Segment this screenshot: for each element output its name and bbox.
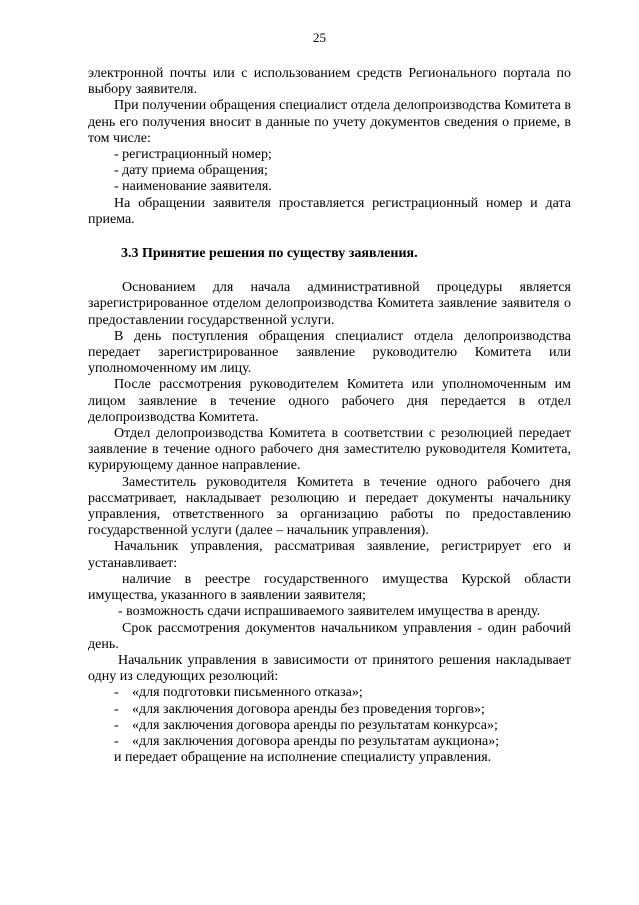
paragraph-deputy-head: Заместитель руководителя Комитета в течение одного рабочего дня рассматривает, накладывает резолюцию и передает документы начальнику управления, ответственного за организацию работы по предоставлению государственной услуги (далее – начальник управления). [88,474,571,539]
list-item-applicant-name: - наименование заявителя. [114,179,272,195]
paragraph-after-review: После рассмотрения руководителем Комитета или уполномоченным им лицом заявление в течение одного рабочего дня передается в отдел делопроизводства Комитета. [88,377,571,425]
section-heading: 3.3 Принятие решения по существу заявления. [121,246,418,262]
paragraph-receipt-day: В день поступления обращения специалист отдела делопроизводства передает зарегистрированное заявление руководителю Комитета или уполномоченному им лицу. [88,328,571,377]
paragraph-resolution-intro: Начальник управления в зависимости от принятого решения накладывает одну из следующих резолюций: [88,652,571,685]
paragraph-review-term: Срок рассмотрения документов начальником управления - один рабочий день. [88,620,571,652]
page-body [88,66,571,766]
resolution-item: - «для заключения договора аренды без проведения торгов»; [114,701,485,717]
paragraph-head-of-department: Начальник управления, рассматривая заявление, регистрирует его и устанавливает: [88,539,571,571]
list-item-registration-number: - регистрационный номер; [114,147,272,163]
paragraph-registration-note: На обращении заявителя проставляется регистрационный номер и дата приема. [88,195,571,227]
paragraph-basis: Основанием для начала административной процедуры является зарегистрированное отделом делопроизводства Комитета заявление заявителя о предоставлении государственной услуги. [88,280,571,328]
paragraph-continuation: электронной почты или с использованием средств Регионального портала по выбору заявителя. [88,66,571,98]
paragraph-records-department: Отдел делопроизводства Комитета в соответствии с резолюцией передает заявление в течение одного рабочего дня заместителю руководителя Комитета, курирующему данное направление. [88,426,571,474]
paragraph-registry-check: наличие в реестре государственного имущества Курской области имущества, указанного в заявлении заявителя; [88,571,571,604]
paragraph-intake: При получении обращения специалист отдела делопроизводства Комитета в день его получения вносит в данные по учету документов сведения о приеме, в том числе: [88,98,571,146]
list-item-intake-date: - дату приема обращения; [114,163,268,179]
resolution-item: - «для заключения договора аренды по результатам аукциона»; [114,733,500,749]
resolution-item: - «для заключения договора аренды по результатам конкурса»; [114,717,498,733]
paragraph-lease-possibility: - возможность сдачи испрашиваемого заявителем имущества в аренду. [118,604,541,620]
page-number: 25 [313,30,326,45]
closing-line: и передает обращение на исполнение специалисту управления. [114,750,492,766]
resolution-item: - «для подготовки письменного отказа»; [114,685,363,701]
